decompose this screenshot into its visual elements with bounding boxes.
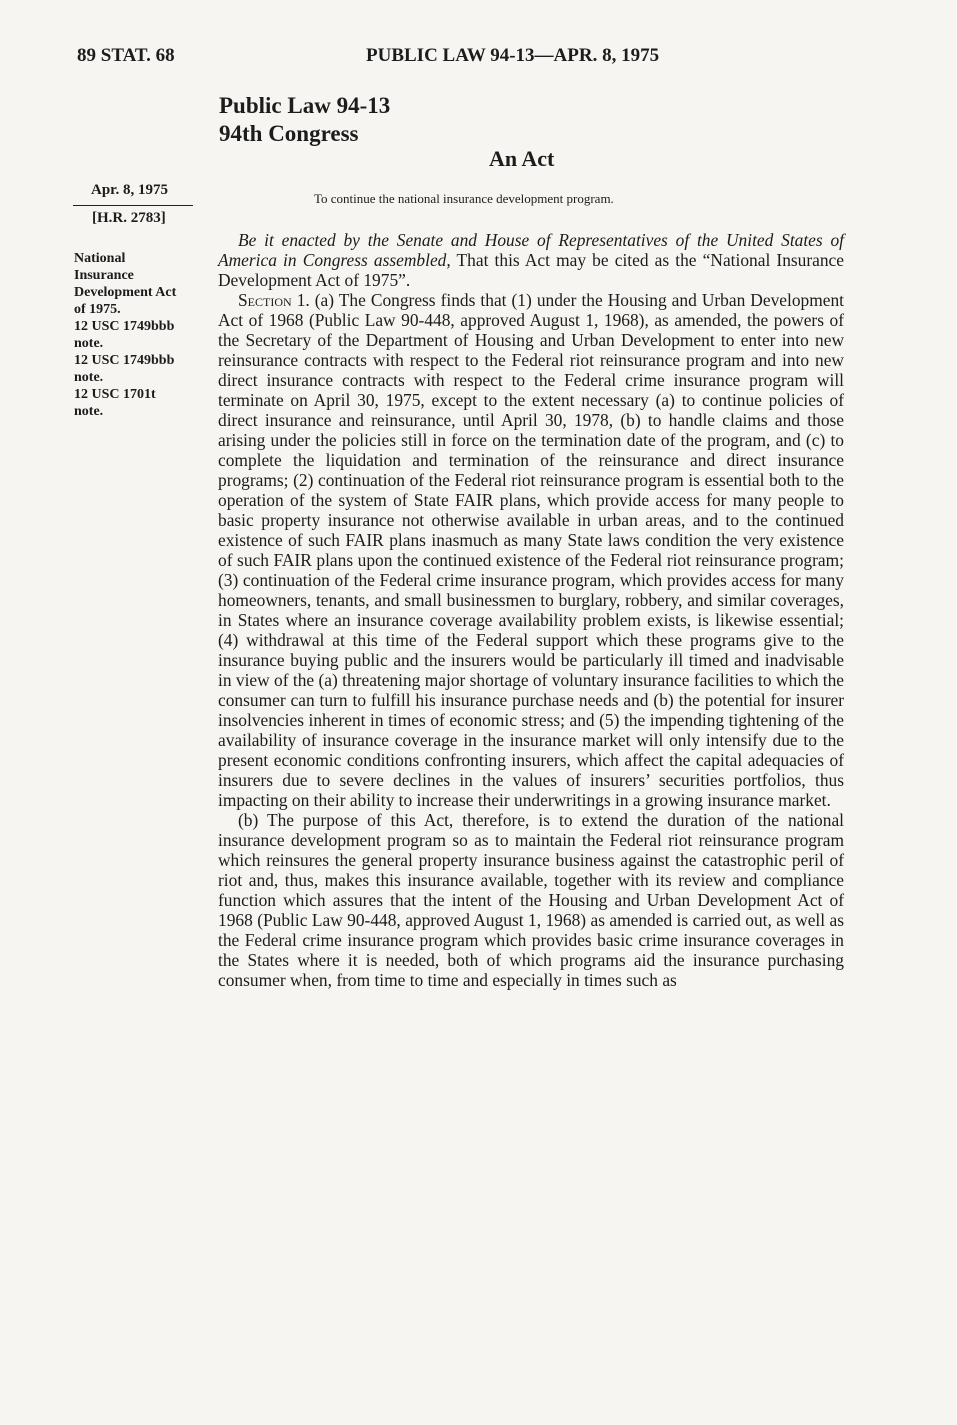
margin-note: note. xyxy=(74,336,104,351)
public-law-number: Public Law 94-13 xyxy=(219,93,391,118)
margin-date: Apr. 8, 1975 xyxy=(91,182,168,198)
margin-note: Development Act xyxy=(74,285,177,300)
act-purpose: To continue the national insurance development program. xyxy=(314,191,614,206)
margin-note: note. xyxy=(74,404,104,419)
margin-note: of 1975. xyxy=(74,302,121,317)
margin-divider xyxy=(73,205,193,206)
enacting-clause-rest: That this Act may be cited as the “National Insurance Development Act of 1975”. xyxy=(218,250,844,290)
enacting-clause-italic: Be it enacted by the Senate and House of Representatives of the United States of America in Congress assembled, xyxy=(218,230,844,270)
law-title-block xyxy=(219,92,390,148)
congress-number: 94th Congress xyxy=(219,121,359,146)
section-1a-text: 1. (a) The Congress finds that (1) under the Housing and Urban Development Act of 1968 (Public Law 90-448, approved August 1, 1968), as amended, the powers of the Secretary of the Department of Housing and Urban Development to enter into new reinsurance contracts with respect to the Federal riot reinsurance program and into new direct insurance contracts with respect to the Federal crime insurance program will terminate on April 30, 1975, except to the extent necessary (a) to continue policies of direct insurance and reinsurance, until April 30, 1978, (b) to handle claims and those arising under the policies still in force on the termination date of the program, and (c) to complete the liquidation and termination of the reinsurance and direct insurance programs; (2) continuation of the Federal riot reinsurance program is essential both to the operation of the system of State FAIR plans, which provide access for many people to basic property insurance not otherwise available in urban areas, and to the continued existence of such FAIR plans inasmuch as many State laws condition the very existence of such FAIR plans upon the continued existence of the Federal riot reinsurance program; (3) continuation of the Federal crime insurance program, which provides access for many homeowners, tenants, and small businessmen to burglary, robbery, and similar coverages, in States where an insurance coverage availability problem exists, is likewise essential; (4) withdrawal at this time of the Federal support which these programs give to the insurance buying public and the insurers would be particularly ill timed and inadvisable in view of the (a) threatening major shortage of voluntary insurance facilities to which the consumer can turn to fulfill his insurance purchase needs and (b) the potential for insurer insolvencies inherent in times of economic stress; and (5) the impending tightening of the availability of insurance coverage in the insurance market will only intensify due to the present economic conditions confronting insurers, which affect the capital adequacies of insurers due to severe declines in the values of insurers’ securities portfolios, thus impacting on their ability to increase their underwritings in a growing insurance market. xyxy=(218,290,844,810)
margin-note: 12 USC 1749bbb xyxy=(74,319,175,334)
margin-note: Insurance xyxy=(74,268,134,283)
act-heading: An Act xyxy=(489,146,555,171)
margin-note: note. xyxy=(74,370,104,385)
margin-notes xyxy=(74,250,204,420)
margin-note: 12 USC 1749bbb xyxy=(74,353,175,368)
margin-note: 12 USC 1701t xyxy=(74,387,156,402)
margin-note: National xyxy=(74,251,126,266)
enacting-clause xyxy=(218,230,844,290)
section-1b: (b) The purpose of this Act, therefore, is to extend the duration of the national insurance development program so as to maintain the Federal riot reinsurance program which reinsures the general property insurance business against the catastrophic peril of riot and, thus, makes this insurance available, together with its review and compliance function which assures that the intent of the Housing and Urban Development Act of 1968 (Public Law 90-448, approved August 1, 1968) as amended is carried out, as well as the Federal crime insurance program which provides basic crime insurance coverages in the States where it is needed, both of which programs aid the insurance purchasing consumer when, from time to time and especially in times such as xyxy=(218,810,844,990)
stat-page-reference: 89 STAT. 68 xyxy=(77,45,175,66)
running-title: PUBLIC LAW 94-13—APR. 8, 1975 xyxy=(366,45,660,66)
section-1a xyxy=(218,290,844,810)
section-label: Section xyxy=(238,290,292,310)
margin-bill-number: [H.R. 2783] xyxy=(92,210,166,226)
act-body xyxy=(218,230,844,990)
